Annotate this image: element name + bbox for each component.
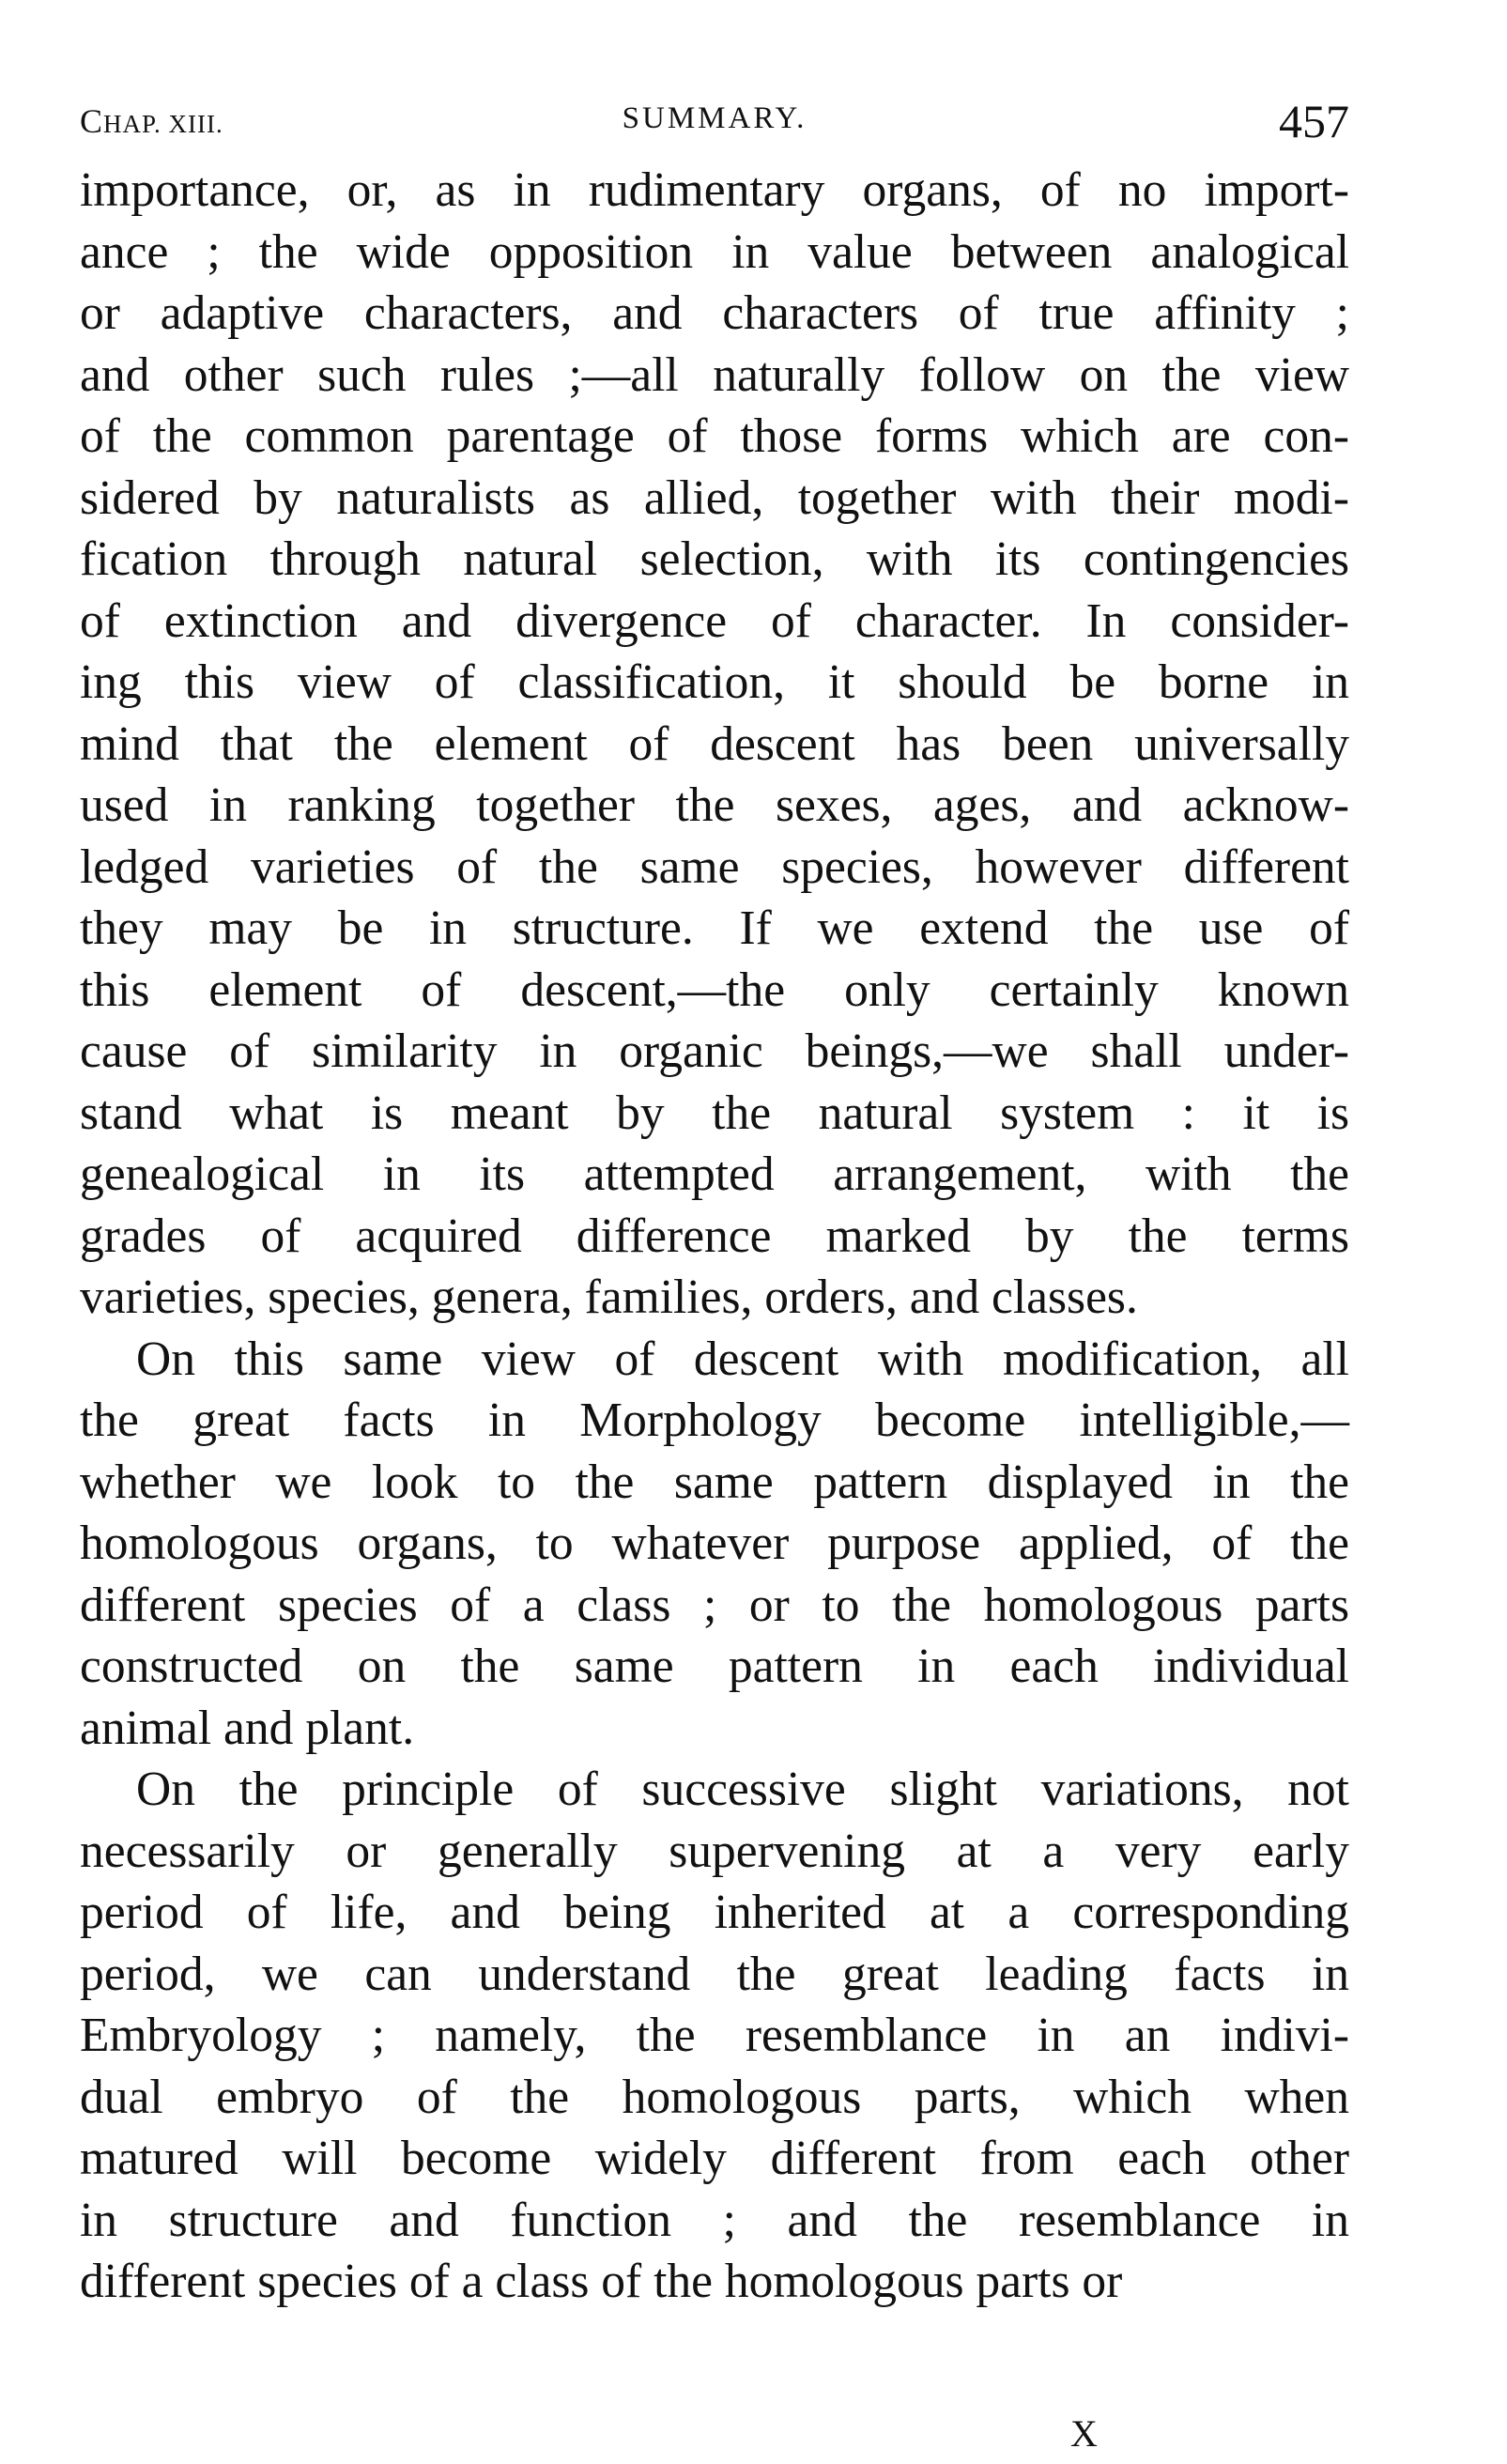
chapter-label: CHAP. XIII. [80,102,223,140]
text-line: On this same view of descent with modification, all [136,1332,1349,1386]
text-line: genealogical in its attempted arrangement, with the [80,1147,1349,1201]
text-line: they may be in structure. If we extend the use of [80,901,1349,955]
text-line: ledged varieties of the same species, however different [80,839,1349,894]
text-line: mind that the element of descent has been universally [80,716,1349,771]
page-number: 457 [1279,95,1349,147]
running-header [80,94,1349,160]
text-line: whether we look to the same pattern displayed in the [80,1455,1349,1509]
text-line: necessarily or generally supervening at a very early [80,1824,1349,1878]
text-line: different species of a class of the homologous parts or [80,2255,1123,2308]
text-line: cause of similarity in organic beings,—we shall under- [80,1024,1349,1078]
book-page [80,94,1349,2313]
text-line: and other such rules ;—all naturally follow on the view [80,347,1349,402]
text-line: On the principle of successive slight variations, not [136,1763,1349,1816]
text-line: Embryology ; namely, the resemblance in an indivi- [80,2009,1349,2062]
text-line: grades of acquired difference marked by the terms [80,1209,1349,1263]
running-title: SUMMARY. [622,101,807,135]
text-line: the great facts in Morphology become intelligible,— [80,1394,1349,1447]
text-line: stand what is meant by the natural system : it is [80,1086,1349,1140]
text-line: period, we can understand the great leading facts in [80,1947,1349,2001]
text-line: dual embryo of the homologous parts, which when [80,2070,1349,2124]
text-line: ance ; the wide opposition in value between analogical [80,224,1349,279]
signature-mark: X [1070,2412,1098,2455]
text-line: matured will become widely different from each other [80,2132,1349,2185]
text-line: different species of a class ; or to the homologous parts [80,1578,1349,1632]
text-line: of extinction and divergence of character. In consider- [80,593,1349,648]
text-line: in structure and function ; and the resemblance in [80,2193,1349,2247]
text-line: sidered by naturalists as allied, together with their modi- [80,470,1349,525]
text-line: used in ranking together the sexes, ages, and acknow- [80,778,1349,832]
text-line: varieties, species, genera, families, orders, and classes. [80,1270,1138,1324]
text-line: homologous organs, to whatever purpose applied, of the [80,1517,1349,1570]
paragraph [80,1329,1349,1760]
body-text [80,160,1349,2313]
text-line: fication through natural selection, with its contingencies [80,532,1349,586]
paragraph [80,1759,1349,2313]
text-line: of the common parentage of those forms which are con- [80,409,1349,463]
text-line: animal and plant. [80,1701,415,1755]
text-line: ing this view of classification, it should be borne in [80,655,1349,709]
text-line: or adaptive characters, and characters of true affinity ; [80,286,1349,340]
text-line: period of life, and being inherited at a corresponding [80,1886,1349,1939]
text-line: constructed on the same pattern in each individual [80,1640,1349,1693]
text-line: this element of descent,—the only certainly known [80,962,1349,1017]
paragraph [80,160,1349,1329]
text-line: importance, or, as in rudimentary organs, of no import- [80,163,1349,217]
